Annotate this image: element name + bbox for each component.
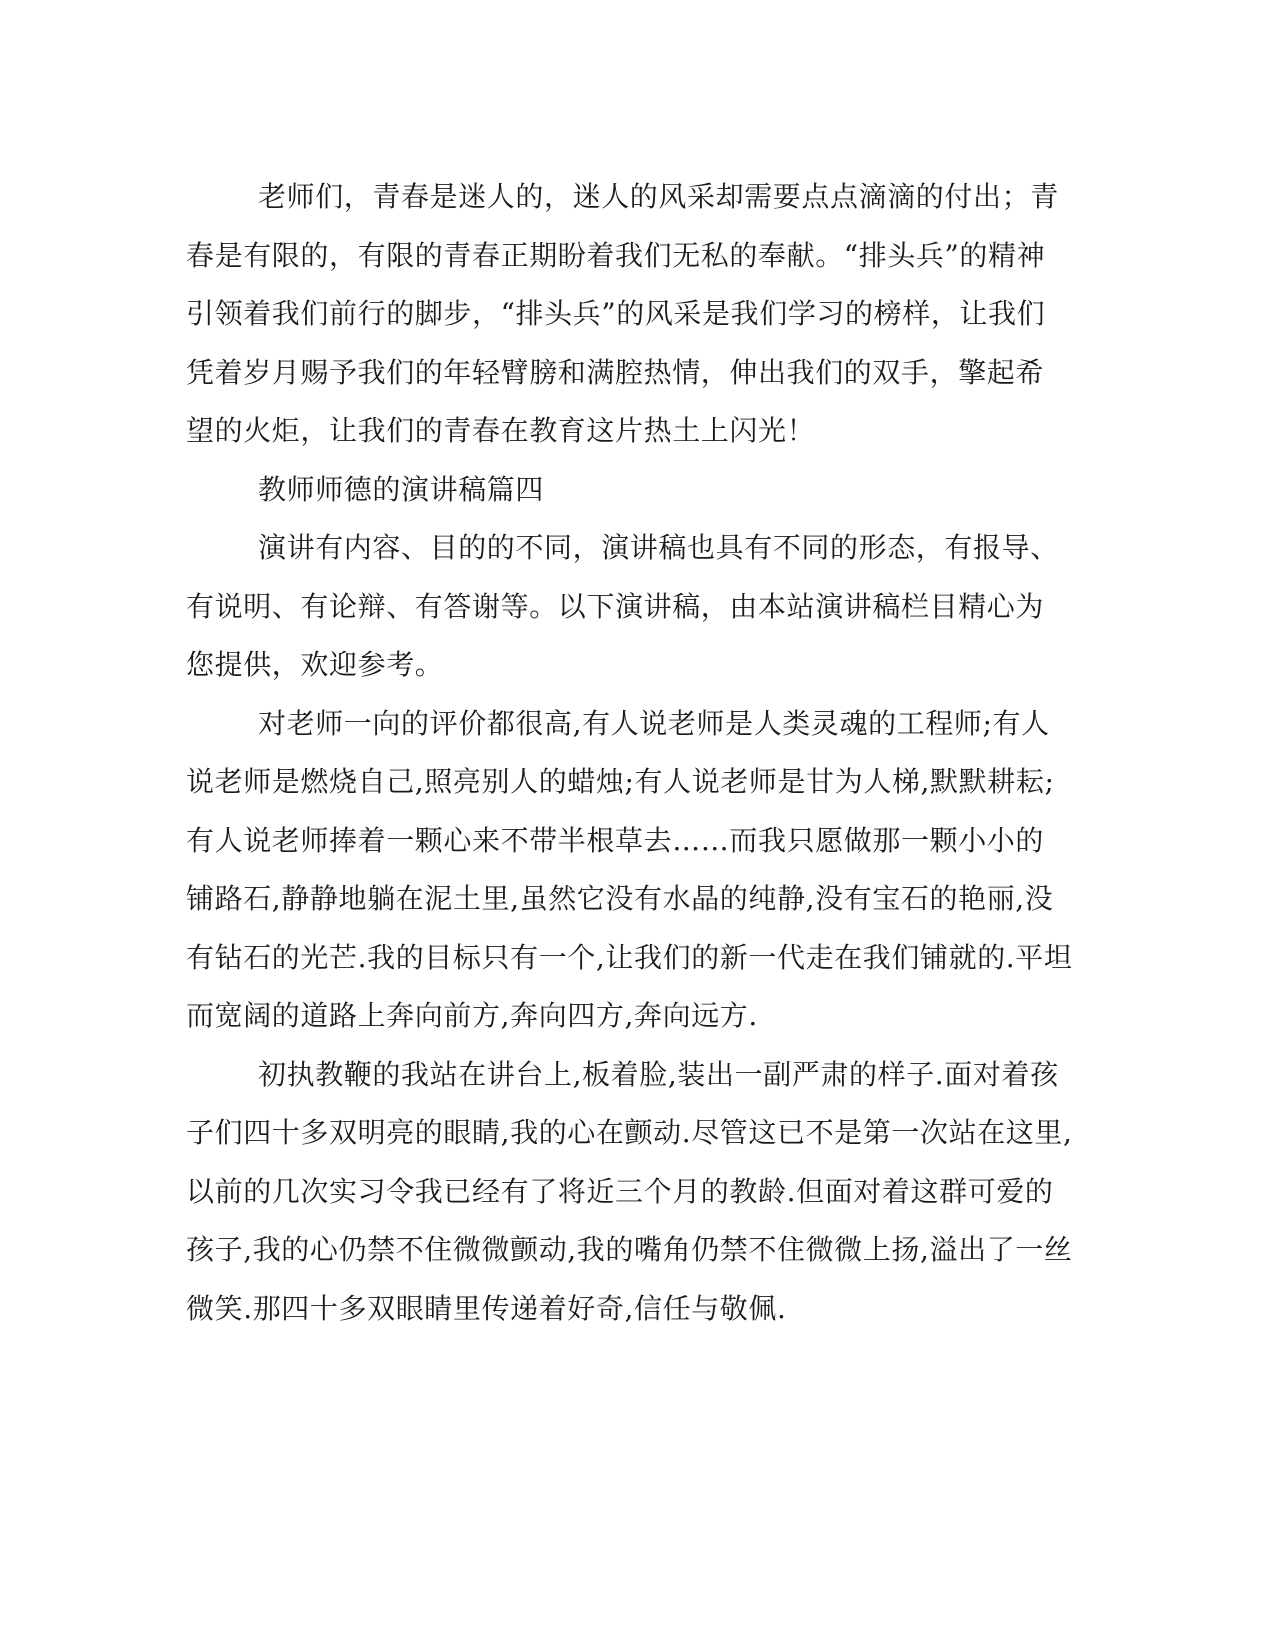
paragraph-first-class — [186, 1046, 1073, 1339]
section-title: 教师师德的演讲稿篇四 — [258, 472, 545, 506]
paragraph-line: 以前的几次实习令我已经有了将近三个月的教龄.但面对着这群可爱的 — [186, 1174, 1054, 1208]
paragraph-teacher-praise — [186, 695, 1073, 1046]
paragraph-line: 望的火炬，让我们的青春在教育这片热土上闪光！ — [186, 414, 816, 447]
paragraph-line: 子们四十多双明亮的眼睛,我的心在颤动.尽管这已不是第一次站在这里, — [186, 1116, 1073, 1149]
paragraph-line: 铺路石,静静地躺在泥土里,虽然它没有水晶的纯静,没有宝石的艳丽,没 — [186, 882, 1054, 915]
paragraph-line: 孩子,我的心仍禁不住微微颤动,我的嘴角仍禁不住微微上扬,溢出了一丝 — [186, 1233, 1073, 1266]
paragraph-line: 有钻石的光芒.我的目标只有一个,让我们的新一代走在我们铺就的.平坦 — [186, 940, 1073, 974]
paragraph-line: 春是有限的，有限的青春正期盼着我们无私的奉献。“排头兵”的精神 — [186, 238, 1046, 272]
paragraph-intro — [186, 519, 1066, 695]
paragraph-line: 凭着岁月赐予我们的年轻臂膀和满腔热情，伸出我们的双手，擎起希 — [186, 355, 1045, 389]
paragraph-line: 说老师是燃烧自己,照亮别人的蜡烛;有人说老师是甘为人梯,默默耕耘; — [186, 765, 1055, 798]
paragraph-closing-remarks — [186, 168, 1066, 461]
paragraph-line: 老师们，青春是迷人的，迷人的风采却需要点点滴滴的付出；青 — [258, 180, 1059, 213]
paragraph-line: 有人说老师捧着一颗心来不带半根草去……而我只愿做那一颗小小的 — [186, 823, 1045, 857]
paragraph-line: 初执教鞭的我站在讲台上,板着脸,装出一副严肃的样子.面对着孩 — [258, 1057, 1059, 1091]
paragraph-line: 微笑.那四十多双眼睛里传递着好奇,信任与敬佩. — [186, 1291, 787, 1325]
document-body — [186, 168, 1073, 1338]
paragraph-line: 而宽阔的道路上奔向前方,奔向四方,奔向远方. — [186, 999, 758, 1032]
paragraph-line: 引领着我们前行的脚步，“排头兵”的风采是我们学习的榜样，让我们 — [186, 297, 1046, 330]
paragraph-line: 对老师一向的评价都很高,有人说老师是人类灵魂的工程师;有人 — [258, 706, 1050, 740]
paragraph-line: 有说明、有论辩、有答谢等。以下演讲稿，由本站演讲稿栏目精心为 — [186, 589, 1045, 623]
paragraph-line: 演讲有内容、目的的不同，演讲稿也具有不同的形态，有报导、 — [258, 531, 1059, 564]
paragraph-line: 您提供，欢迎参考。 — [186, 648, 444, 681]
